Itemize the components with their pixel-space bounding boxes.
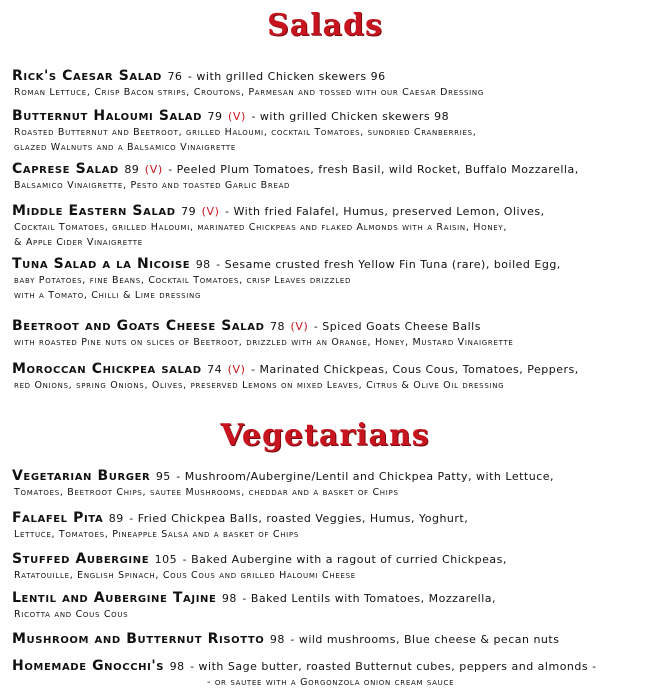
- section-title-vegetarians: Vegetarians: [220, 418, 430, 453]
- dish-price: 98: [195, 258, 211, 271]
- dish-name: Caprese Salad: [12, 161, 119, 177]
- vegetarian-badge: (V): [227, 363, 246, 376]
- dish-note: - Mushroom/Aubergine/Lentil and Chickpea Patty, with Lettuce,: [176, 470, 555, 483]
- dish-description: glazed Walnuts and a Balsamico Vinaigrette: [14, 142, 237, 153]
- menu-item-heading: [12, 318, 642, 335]
- dish-note: - wild mushrooms, Blue cheese & pecan nuts: [290, 633, 560, 646]
- vegetarian-badge: (V): [228, 110, 246, 123]
- section-title-salads: Salads: [267, 8, 383, 43]
- menu-item-heading: [12, 590, 642, 607]
- menu-item: [12, 108, 642, 155]
- menu-item: [12, 510, 642, 542]
- menu-item-heading: [12, 631, 642, 648]
- dish-description: Lettuce, Tomatoes, Pineapple Salsa and a basket of Chips: [14, 529, 300, 540]
- vegetarian-badge: (V): [144, 163, 163, 176]
- dish-description: Roasted Butternut and Beetroot, grilled Haloumi, cocktail Tomatoes, sundried Cranberries,: [14, 127, 477, 138]
- dish-note: - with Sage butter, roasted Butternut cubes, peppers and almonds -: [190, 660, 597, 673]
- dish-price: 98: [221, 592, 237, 605]
- dish-price: 89: [108, 512, 124, 525]
- vegetarian-badge: (V): [290, 320, 309, 333]
- dish-description: Ratatouille, English Spinach, Cous Cous and grilled Haloumi Cheese: [14, 570, 356, 581]
- dish-description: Roman Lettuce, Crisp Bacon strips, Croutons, Parmesan and tossed with our Caesar Dressing: [14, 87, 484, 98]
- dish-note: - Baked Lentils with Tomatoes, Mozzarella,: [242, 592, 497, 605]
- menu-item-heading: [12, 256, 642, 273]
- dish-note: - Peeled Plum Tomatoes, fresh Basil, wild Rocket, Buffalo Mozzarella,: [168, 163, 579, 176]
- menu-item: [12, 68, 642, 100]
- menu-item: [12, 318, 642, 350]
- menu-item: [12, 203, 642, 250]
- dish-price: 74: [207, 363, 223, 376]
- dish-description: Balsamico Vinaigrette, Pesto and toasted Garlic Bread: [14, 180, 291, 191]
- dish-note: - with grilled Chicken skewers 96: [187, 70, 386, 83]
- dish-name: Homemade Gnocchi's: [12, 658, 165, 674]
- menu-item-heading: [12, 203, 642, 220]
- dish-price: 79: [181, 205, 197, 218]
- menu-item-heading: [12, 658, 642, 675]
- dish-price: 89: [124, 163, 140, 176]
- dish-note: - With fried Falafel, Humus, preserved Lemon, Olives,: [225, 205, 545, 218]
- dish-description: - or sautee with a Gorgonzola onion cream sauce: [207, 677, 455, 688]
- menu-item-heading: [12, 108, 642, 125]
- dish-description: & Apple Cider Vinaigrette: [14, 237, 143, 248]
- dish-description: Ricotta and Cous Cous: [14, 609, 129, 620]
- dish-name: Beetroot and Goats Cheese Salad: [12, 318, 265, 334]
- dish-description: with roasted Pine nuts on slices of Beetroot, drizzled with an Orange, Honey, Mustard Vinaigrette: [14, 337, 514, 348]
- menu-item-heading: [12, 361, 642, 378]
- menu-item: [12, 161, 642, 193]
- menu-item: [12, 658, 642, 690]
- dish-price: 79: [207, 110, 223, 123]
- dish-name: Moroccan Chickpea salad: [12, 361, 202, 377]
- dish-name: Mushroom and Butternut Risotto: [12, 631, 265, 647]
- dish-name: Butternut Haloumi Salad: [12, 108, 203, 124]
- dish-note: - Spiced Goats Cheese Balls: [313, 320, 481, 333]
- menu-item-heading: [12, 161, 642, 178]
- dish-description: baby Potatoes, fine Beans, Cocktail Tomatoes, crisp Leaves drizzled: [14, 275, 352, 286]
- dish-name: Middle Eastern Salad: [12, 203, 176, 219]
- dish-note: - Baked Aubergine with a ragout of curried Chickpeas,: [182, 553, 507, 566]
- dish-description: Tomatoes, Beetroot Chips, sautee Mushrooms, cheddar and a basket of Chips: [14, 487, 399, 498]
- menu-item: [12, 468, 642, 500]
- dish-name: Falafel Pita: [12, 510, 104, 526]
- dish-name: Tuna Salad a la Nicoise: [12, 256, 191, 272]
- menu-item: [12, 590, 642, 622]
- dish-name: Rick's Caesar Salad: [12, 68, 162, 84]
- dish-price: 98: [269, 633, 285, 646]
- menu-item-heading: [12, 551, 642, 568]
- dish-name: Lentil and Aubergine Tajine: [12, 590, 217, 606]
- menu-item: [12, 631, 642, 648]
- dish-price: 76: [167, 70, 183, 83]
- dish-price: 105: [154, 553, 178, 566]
- dish-price: 98: [169, 660, 185, 673]
- dish-note: - Sesame crusted fresh Yellow Fin Tuna (rare), boiled Egg,: [216, 258, 561, 271]
- dish-note: - with grilled Chicken skewers 98: [251, 110, 450, 123]
- menu-item-heading: [12, 468, 642, 485]
- vegetarian-badge: (V): [201, 205, 220, 218]
- dish-price: 95: [155, 470, 171, 483]
- dish-name: Vegetarian Burger: [12, 468, 151, 484]
- menu-item-heading: [12, 510, 642, 527]
- dish-note: - Marinated Chickpeas, Cous Cous, Tomatoes, Peppers,: [251, 363, 579, 376]
- dish-price: 78: [269, 320, 285, 333]
- menu-item: [12, 256, 642, 303]
- dish-name: Stuffed Aubergine: [12, 551, 150, 567]
- dish-description: Cocktail Tomatoes, grilled Haloumi, marinated Chickpeas and flaked Almonds with a Raisin, Honey,: [14, 222, 508, 233]
- dish-description: red Onions, spring Onions, Olives, preserved Lemons on mixed Leaves, Citrus & Olive Oil dressing: [14, 380, 505, 391]
- menu-item-heading: [12, 68, 642, 85]
- dish-description: with a Tomato, Chilli & Lime dressing: [14, 290, 202, 301]
- menu-item: [12, 361, 642, 393]
- dish-note: - Fried Chickpea Balls, roasted Veggies, Humus, Yoghurt,: [129, 512, 469, 525]
- menu-item: [12, 551, 642, 583]
